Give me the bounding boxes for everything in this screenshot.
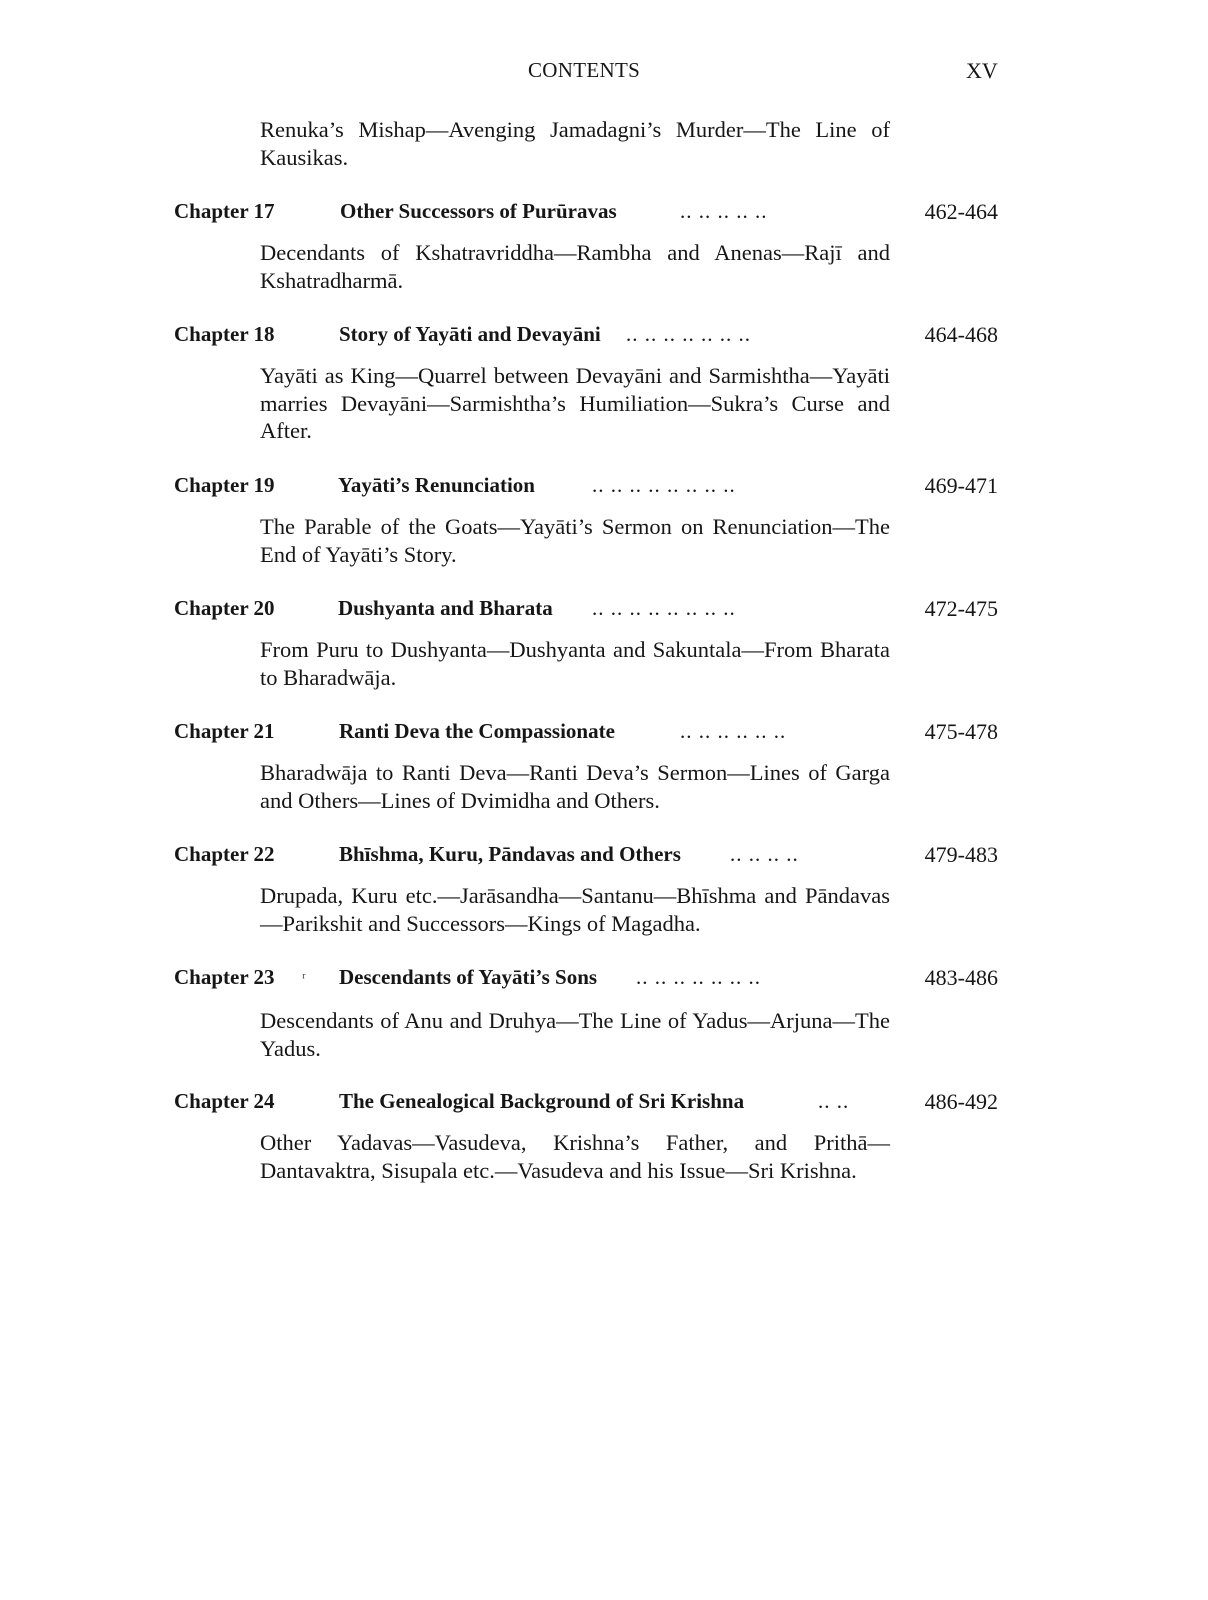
chapter-description-17: Decendants of Kshatravriddha—Rambha and Anenas—Rajī and Kshatradharmā. <box>260 240 890 293</box>
chapter-label: Chapter 19 <box>174 473 275 497</box>
chapter-pages: 472-475 <box>924 596 998 621</box>
dot-leader: .. .. .. .. .. <box>680 199 768 223</box>
chapter-entry-21 <box>174 719 998 747</box>
chapter-entry-19 <box>174 473 998 501</box>
page-header-title: CONTENTS <box>528 58 641 82</box>
stray-print-mark-icon: ʳ <box>302 970 306 987</box>
chapter-pages: 475-478 <box>924 719 998 744</box>
dot-leader: .. .. .. .. .. .. .. .. <box>592 596 736 620</box>
chapter-label: Chapter 18 <box>174 322 275 346</box>
chapter-label: Chapter 20 <box>174 596 275 620</box>
chapter-title: Descendants of Yayāti’s Sons <box>339 965 598 989</box>
chapter-entry-20 <box>174 596 998 624</box>
chapter-label: Chapter 21 <box>174 719 275 743</box>
chapter-description-20: From Puru to Dushyanta—Dushyanta and Sakuntala—From Bharata to Bharadwāja. <box>260 637 890 690</box>
chapter-description-22: Drupada, Kuru etc.—Jarāsandha—Santanu—Bhīshma and Pāndavas—Parikshit and Successors—Kings of Magadha. <box>260 883 890 936</box>
chapter-label: Chapter 22 <box>174 842 275 866</box>
chapter-title: Other Successors of Purūravas <box>340 199 617 223</box>
chapter-label: Chapter 23 <box>174 965 275 989</box>
chapter-pages: 486-492 <box>924 1089 998 1114</box>
chapter-title: Yayāti’s Renunciation <box>338 473 535 497</box>
chapter-description-23: Descendants of Anu and Druhya—The Line of Yadus—Arjuna—The Yadus. <box>260 1008 890 1061</box>
chapter-description-19: The Parable of the Goats—Yayāti’s Sermon on Renunciation—The End of Yayāti’s Story. <box>260 514 890 567</box>
chapter-title: Story of Yayāti and Devayāni <box>339 322 601 346</box>
chapter-description-21: Bharadwāja to Ranti Deva—Ranti Deva’s Sermon—Lines of Garga and Others—Lines of Dvimidha and Others. <box>260 760 890 813</box>
chapter-label: Chapter 24 <box>174 1089 275 1113</box>
chapter-entry-17 <box>174 199 998 227</box>
chapter-description-24: Other Yadavas—Vasudeva, Krishna’s Father, and Prithā—Dantavaktra, Sisupala etc.—Vasudeva and his Issue—Sri Krishna. <box>260 1130 890 1183</box>
chapter-pages: 469-471 <box>924 473 998 498</box>
page-number: XV <box>966 58 998 83</box>
chapter-entry-22 <box>174 842 998 870</box>
chapter-pages: 464-468 <box>924 322 998 347</box>
dot-leader: .. .. .. .. .. .. .. <box>636 965 761 989</box>
intro-description: Renuka’s Mishap—Avenging Jamadagni’s Murder—The Line of Kausikas. <box>260 117 890 170</box>
dot-leader: .. .. .. .. .. .. .. <box>626 322 751 346</box>
dot-leader: .. .. .. .. <box>730 842 799 866</box>
chapter-pages: 483-486 <box>924 965 998 990</box>
chapter-entry-24 <box>174 1089 998 1117</box>
chapter-title: The Genealogical Background of Sri Krishna <box>339 1089 745 1113</box>
chapter-title: Bhīshma, Kuru, Pāndavas and Others <box>339 842 681 866</box>
dot-leader: .. .. <box>818 1089 850 1113</box>
dot-leader: .. .. .. .. .. .. <box>680 719 787 743</box>
chapter-pages: 462-464 <box>924 199 998 224</box>
chapter-label: Chapter 17 <box>174 199 275 223</box>
chapter-title: Dushyanta and Bharata <box>338 596 553 620</box>
chapter-title: Ranti Deva the Compassionate <box>339 719 615 743</box>
chapter-pages: 479-483 <box>924 842 998 867</box>
chapter-entry-18 <box>174 322 998 350</box>
dot-leader: .. .. .. .. .. .. .. .. <box>592 473 736 497</box>
chapter-entry-23 <box>174 965 998 993</box>
chapter-description-18: Yayāti as King—Quarrel between Devayāni and Sarmishtha—Yayāti marries Devayāni—Sarmishtha’s Humiliation—Sukra’s Curse and After. <box>260 363 890 443</box>
